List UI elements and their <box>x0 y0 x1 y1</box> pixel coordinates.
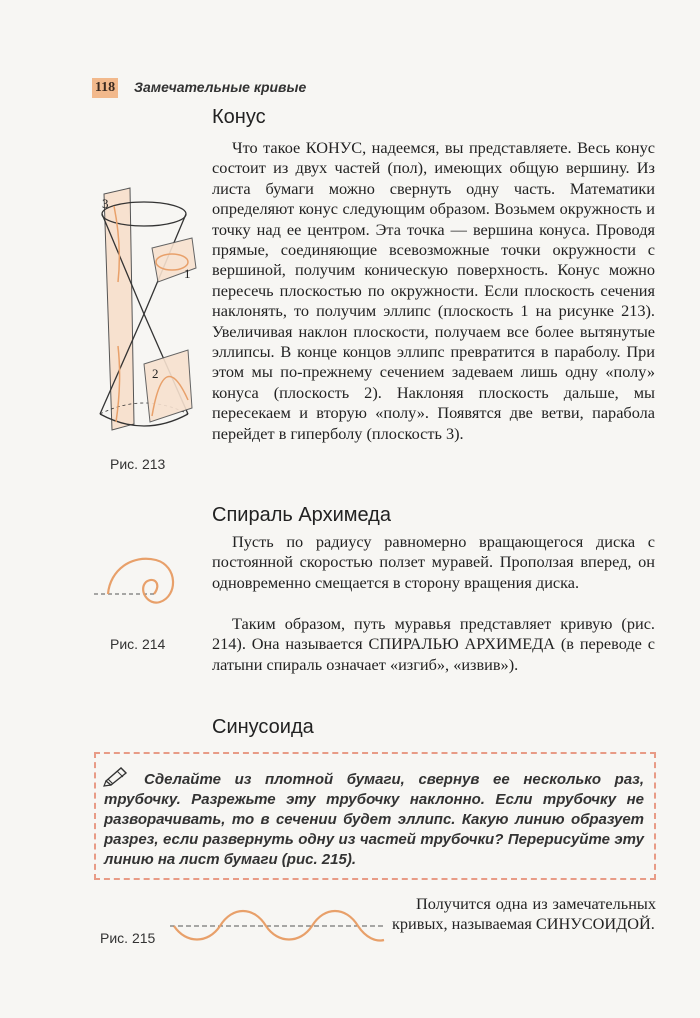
running-title: Замечательные кривые <box>134 79 307 95</box>
sinusoid-heading: Синусоида <box>212 716 314 738</box>
sinusoid-conclusion: Получится одна из замечательных кривых, называемая СИНУСОИДОЙ. <box>392 894 656 934</box>
task-text: Сделайте из плотной бумаги, свернув ее несколько раз, трубочку. Разрежьте эту трубочку наклонно. Если трубочку не разворачивать, то в сечении будет эллипс. Какую линию образует разрез, если развернуть одну из частей трубочки? Перерисуйте эту линию на лист бумаги (рис. 215). <box>104 771 644 868</box>
fig-213-caption: Рис. 213 <box>110 456 166 472</box>
page-number: 118 <box>92 78 118 98</box>
plane-label-2: 2 <box>152 366 159 381</box>
task-box <box>94 752 656 880</box>
spiral-paragraph-1: Пусть по радиусу равномерно вращающегося диска с постоянной скоростью ползет муравей. Проползая вперед, он одновременно смещается в сторону вращения диска. <box>212 532 655 592</box>
spiral-heading: Спираль Архимеда <box>212 504 391 526</box>
sinusoid-figure <box>170 902 390 948</box>
plane-2 <box>144 350 192 422</box>
cone-figure <box>92 186 202 446</box>
spiral-figure <box>92 548 192 618</box>
fig-215-caption: Рис. 215 <box>100 930 156 946</box>
cone-paragraph: Что такое КОНУС, надеемся, вы представляете. Весь конус состоит из двух частей (пол), имеющих общую вершину. Из листа бумаги можно свернуть одну часть. Математики определяют конус следующим образом. Возьмем окружность и точку над ее центром. Эта точка — вершина конуса. Проводя прямые, соединяющие всевозможные точки окружности с вершиной, получим коническую поверхность. Конус можно пересечь плоскостью по окружности. Если плоскость сечения наклонять, то получим эллипс (плоскость 1 на рисунке 213). Увеличивая наклон плоскости, получаем все более вытянутые эллипсы. В конце концов эллипс превратится в параболу. При этом мы по-прежнему сечением задеваем лишь одну «полу» конуса (плоскость 2). Наклоняя плоскость дальше, мы пересекаем и вторую «полу». Появятся две ветви, парабола перейдет в гиперболу (плоскость 3). <box>212 138 655 443</box>
spiral-paragraph-2: Таким образом, путь муравья представляет кривую (рис. 214). Она называется СПИРАЛЬЮ АРХИМЕДА (в переводе с латыни спираль означает «изгиб», «извив»). <box>212 614 655 674</box>
cone-heading: Конус <box>212 106 266 128</box>
fig-214-caption: Рис. 214 <box>110 636 166 652</box>
plane-label-1: 1 <box>184 266 191 281</box>
plane-label-3: 3 <box>102 196 109 211</box>
